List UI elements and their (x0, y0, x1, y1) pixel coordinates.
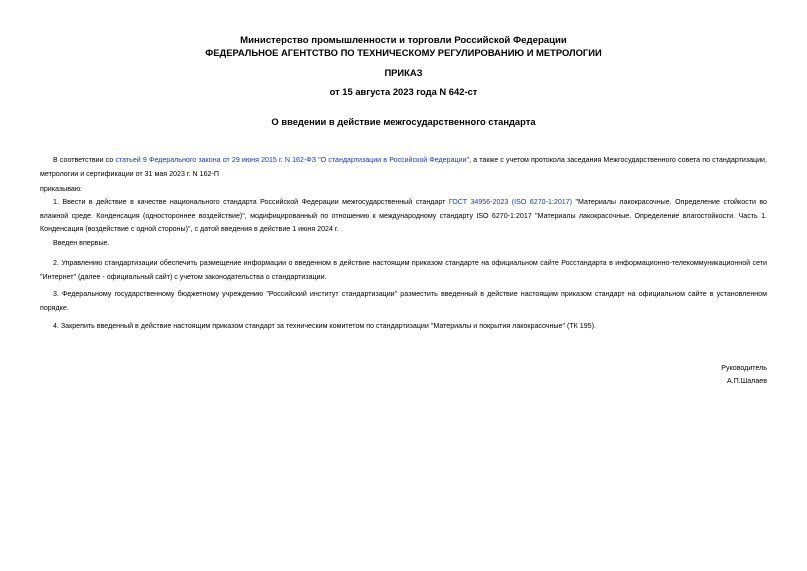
item-1-paragraph (40, 196, 767, 237)
signature-title: Руководитель (721, 364, 767, 372)
preamble-suffix: , а также с учетом протокола заседания Межгосударственного совета по стандартизации, метрологии и сертификации от 31 мая 2023 г. N 162-П (40, 156, 767, 178)
agency-name: ФЕДЕРАЛЬНОЕ АГЕНТСТВО ПО ТЕХНИЧЕСКОМУ РЕГУЛИРОВАНИЮ И МЕТРОЛОГИИ (205, 47, 602, 58)
signature-block (721, 362, 767, 387)
ministry-name: Министерство промышленности и торговли Российской Федерации (240, 35, 567, 46)
document-subject: О введении в действие межгосударственного стандарта (271, 116, 536, 127)
item-3-paragraph: 3. Федеральному государственному бюджетному учреждению "Российский институт стандартизации" разместить введенный в действие настоящим приказом стандарт на официальном сайте в установленном порядке. (40, 290, 767, 312)
gost-standard-link[interactable]: ГОСТ 34956-2023 (ISO 6270-1:2017) (448, 198, 573, 206)
order-word: приказываю: (40, 185, 83, 193)
item-1-prefix: 1. Ввести в действие в качестве национального стандарта Российской Федерации межгосударственный стандарт (53, 198, 449, 206)
item-2-paragraph: 2. Управлению стандартизации обеспечить размещение информации о введенном в действие настоящим приказом стандарте на официальном сайте Росстандарта в информационно-телекоммуникационной сети "Интернет" (далее - официальный сайт) с учетом законодательства о стандартизации. (40, 259, 767, 281)
federal-law-link[interactable]: статьей 9 Федерального закона от 29 июня 2015 г. N 162-ФЗ "О стандартизации в Российской Федерации" (115, 156, 470, 164)
item-4-paragraph: 4. Закрепить введенный в действие настоящим приказом стандарт за техническим комитетом по стандартизации "Материалы и покрытия лакокрасочные" (ТК 195). (53, 322, 596, 330)
preamble-paragraph (40, 154, 767, 181)
signature-name: А.П.Шалаев (726, 376, 767, 385)
preamble-prefix: В соответствии со (53, 156, 116, 164)
document-type: ПРИКАЗ (384, 67, 423, 78)
introduced-first-note: Введен впервые. (53, 239, 110, 247)
document-date-number: от 15 августа 2023 года N 642-ст (329, 86, 478, 97)
item-1-suffix: "Материалы лакокрасочные. Определение стойкости во влажной среде. Конденсация (одностороннее воздействие)", модифицированный по отношению к международному стандарту ISO 6270-1:2017 "Материалы лакокрасочные. Определение влагостойкости. Часть 1. Конденсация (воздействие с одной стороны)", с датой введения в действие 1 июня 2024 г. (40, 198, 767, 233)
